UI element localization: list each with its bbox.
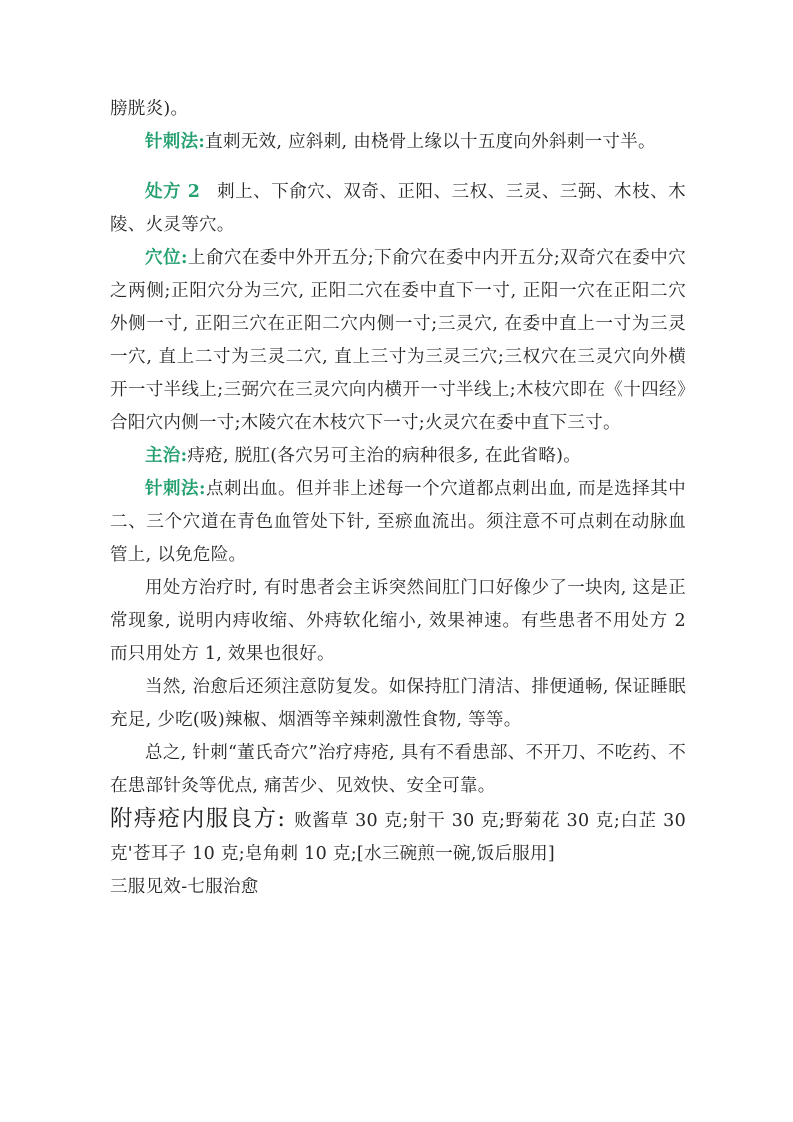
paragraph-acupoint-locations: [110, 242, 686, 440]
paragraph-text: 当然, 治愈后还须注意防复发。如保持肛门清洁、排便通畅, 保证睡眠充足, 少吃(吸)辣椒、烟酒等辛辣刺激性食物, 等等。: [110, 677, 686, 730]
paragraph-text: 总之, 针刺“董氏奇穴”治疗痔疮, 具有不看患部、不开刀、不吃药、不在患部针灸等优点, 痛苦少、见效快、安全可靠。: [110, 743, 686, 796]
paragraph-text: 用处方治疗时, 有时患者会主诉突然间肛门口好像少了一块肉, 这是正常现象, 说明内痔收缩、外痔软化缩小, 效果神速。有些患者不用处方 2 而只用处方 1, 效果也很好。: [110, 578, 686, 664]
remedy-text: 败酱草 30 克;射干 30 克;野菊花 30 克;白芷 30 克'苍耳子 10 克;皂角刺 10 克;[水三碗煎一碗,饭后服用]: [110, 811, 686, 864]
remedy-paragraph: [110, 803, 686, 871]
paragraph-prescription-2: [110, 176, 686, 242]
paragraph-treatment-note: [110, 572, 686, 671]
paragraph-needling-method-2: [110, 473, 686, 572]
section-label: 穴位:: [145, 248, 188, 268]
remedy-title: 附痔疮内服良方:: [110, 806, 286, 832]
paragraph-text: 直刺无效, 应斜刺, 由桡骨上缘以十五度向外斜刺一寸半。: [205, 132, 656, 152]
section-label: 针刺法:: [145, 132, 206, 152]
paragraph-summary: [110, 737, 686, 803]
paragraph-text: 痔疮, 脱肛(各穴另可主治的病种很多, 在此省略)。: [187, 446, 582, 466]
paragraph-text: 膀胱炎)。: [110, 99, 189, 119]
paragraph-prevention-note: [110, 671, 686, 737]
section-label: 主治:: [145, 446, 188, 466]
paragraph-text: 点刺出血。但并非上述每一个穴道都点刺出血, 而是选择其中二、三个穴道在青色血管处下针, 至瘀血流出。须注意不可点刺在动脉血管上, 以免危险。: [110, 479, 686, 565]
paragraph-continuation: [110, 93, 686, 126]
paragraph-text: 上俞穴在委中外开五分;下俞穴在委中内开五分;双奇穴在委中穴之两侧;正阳穴分为三穴, 正阳二穴在委中直下一寸, 正阳一穴在正阳二穴外侧一寸, 正阳三穴在正阳二穴内侧一寸;三灵穴, 在委中直上一寸为三灵一穴, 直上二寸为三灵二穴, 直上三寸为三灵三穴;三权穴在三灵穴向外横开一寸半线上;三弼穴在三灵穴向内横开一寸半线上;木枝穴即在《十四经》合阳穴内侧一寸;木陵穴在木枝穴下一寸;火灵穴在委中直下三寸。: [110, 248, 686, 433]
paragraph-text: 刺上、下俞穴、双奇、正阳、三权、三灵、三弼、木枝、木陵、火灵等穴。: [110, 182, 686, 235]
paragraph-needling-method-1: [110, 126, 686, 159]
section-label: 针刺法:: [145, 479, 206, 499]
paragraph-indications: [110, 440, 686, 473]
section-label: 处方 2: [145, 182, 201, 202]
footer-note: 三服见效-七服治愈: [110, 877, 259, 897]
